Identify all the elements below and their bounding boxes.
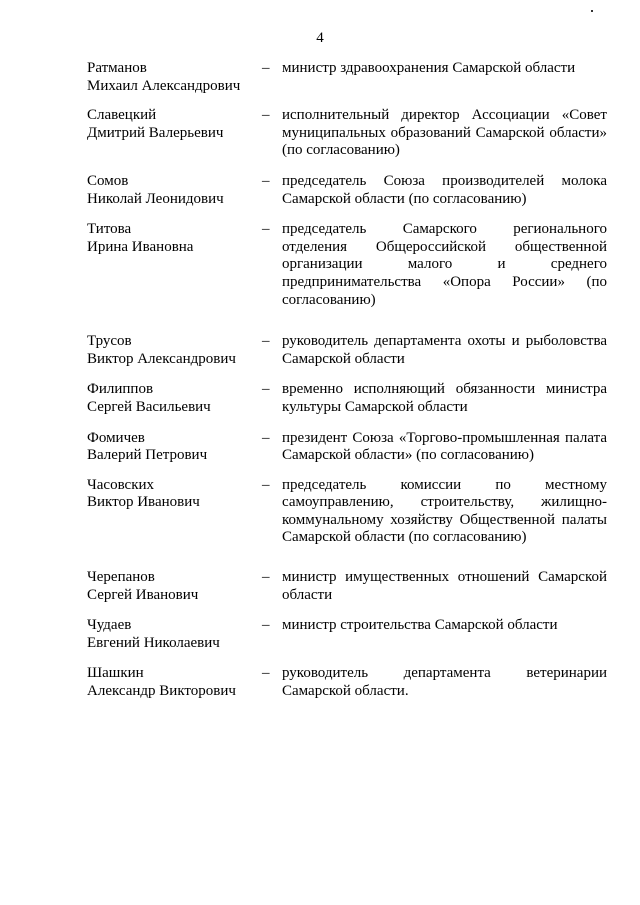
member-entry bbox=[87, 107, 607, 160]
member-surname: Чудаев bbox=[87, 617, 132, 634]
dash: – bbox=[262, 617, 270, 634]
member-role: министр здравоохранения Самарской области bbox=[282, 60, 576, 76]
dash: – bbox=[262, 221, 270, 238]
member-role: временно исполняющий обязанности министра культуры Самарской области bbox=[282, 381, 607, 415]
dash: – bbox=[262, 107, 270, 124]
member-given-names: Виктор Иванович bbox=[87, 494, 200, 511]
member-role: председатель Союза производителей молока Самарской области (по согласованию) bbox=[282, 172, 607, 207]
member-given-names: Валерий Петрович bbox=[87, 447, 208, 464]
member-role: председатель Самарского регионального отделения Общероссийской общественной организации малого и среднего предпринимательства «Опора России» (по согласованию) bbox=[282, 221, 607, 308]
member-given-names: Сергей Васильевич bbox=[87, 398, 211, 415]
member-entry bbox=[87, 430, 607, 465]
member-entry bbox=[87, 333, 607, 368]
member-role: президент Союза «Торгово-промышленная палата Самарской области» (по согласованию) bbox=[282, 429, 607, 464]
member-role: председатель комиссии по местному самоуправлению, строительству, жилищно-коммунальному хозяйству Общественной палаты Самарской области (по согласованию) bbox=[282, 476, 607, 546]
member-entry bbox=[87, 173, 607, 208]
member-name bbox=[87, 333, 262, 368]
dash: – bbox=[262, 569, 270, 586]
member-given-names: Евгений Николаевич bbox=[87, 634, 220, 651]
member-given-names: Сергей Иванович bbox=[87, 586, 199, 603]
member-name bbox=[87, 617, 262, 652]
member-entry bbox=[87, 60, 607, 95]
member-entry bbox=[87, 221, 607, 309]
member-name bbox=[87, 60, 262, 95]
member-entry bbox=[87, 381, 607, 416]
member-name bbox=[87, 665, 262, 700]
member-surname: Титова bbox=[87, 221, 132, 238]
member-surname: Трусов bbox=[87, 333, 132, 350]
member-role: руководитель департамента охоты и рыболовства Самарской области bbox=[282, 333, 607, 367]
member-name bbox=[87, 477, 262, 512]
member-surname: Фомичев bbox=[87, 429, 145, 446]
member-surname: Шашкин bbox=[87, 665, 144, 682]
dash: – bbox=[262, 381, 270, 398]
dash: – bbox=[262, 476, 270, 493]
member-entry bbox=[87, 477, 607, 547]
member-role: исполнительный директор Ассоциации «Совет муниципальных образований Самарской области» (по согласованию) bbox=[282, 107, 607, 159]
member-given-names: Александр Викторович bbox=[87, 683, 236, 700]
member-surname: Черепанов bbox=[87, 569, 155, 586]
member-entry bbox=[87, 617, 607, 652]
member-entry bbox=[87, 569, 607, 604]
member-name bbox=[87, 173, 262, 208]
member-given-names: Ирина Ивановна bbox=[87, 238, 194, 255]
page-number: 4 bbox=[316, 30, 324, 46]
member-role: министр строительства Самарской области bbox=[282, 617, 558, 634]
member-surname: Славецкий bbox=[87, 107, 157, 124]
member-surname: Сомов bbox=[87, 172, 129, 189]
dash: – bbox=[262, 665, 270, 682]
member-name bbox=[87, 381, 262, 416]
dash: – bbox=[262, 60, 270, 76]
member-list bbox=[87, 60, 607, 701]
member-entry bbox=[87, 665, 607, 700]
member-name bbox=[87, 221, 262, 256]
member-name bbox=[87, 430, 262, 465]
member-role: руководитель департамента ветеринарии Самарской области. bbox=[282, 665, 607, 700]
dash: – bbox=[262, 429, 270, 446]
member-surname: Ратманов bbox=[87, 60, 147, 76]
member-role: министр имущественных отношений Самарской области bbox=[282, 569, 607, 603]
member-name bbox=[87, 569, 262, 604]
member-name bbox=[87, 107, 262, 142]
member-given-names: Михаил Александрович bbox=[87, 77, 241, 94]
member-given-names: Николай Леонидович bbox=[87, 190, 224, 207]
member-given-names: Дмитрий Валерьевич bbox=[87, 124, 224, 141]
member-given-names: Виктор Александрович bbox=[87, 350, 236, 367]
dash: – bbox=[262, 333, 270, 350]
member-surname: Часовских bbox=[87, 476, 155, 493]
dash: – bbox=[262, 172, 270, 189]
scan-speck bbox=[591, 10, 593, 12]
member-surname: Филиппов bbox=[87, 381, 154, 398]
